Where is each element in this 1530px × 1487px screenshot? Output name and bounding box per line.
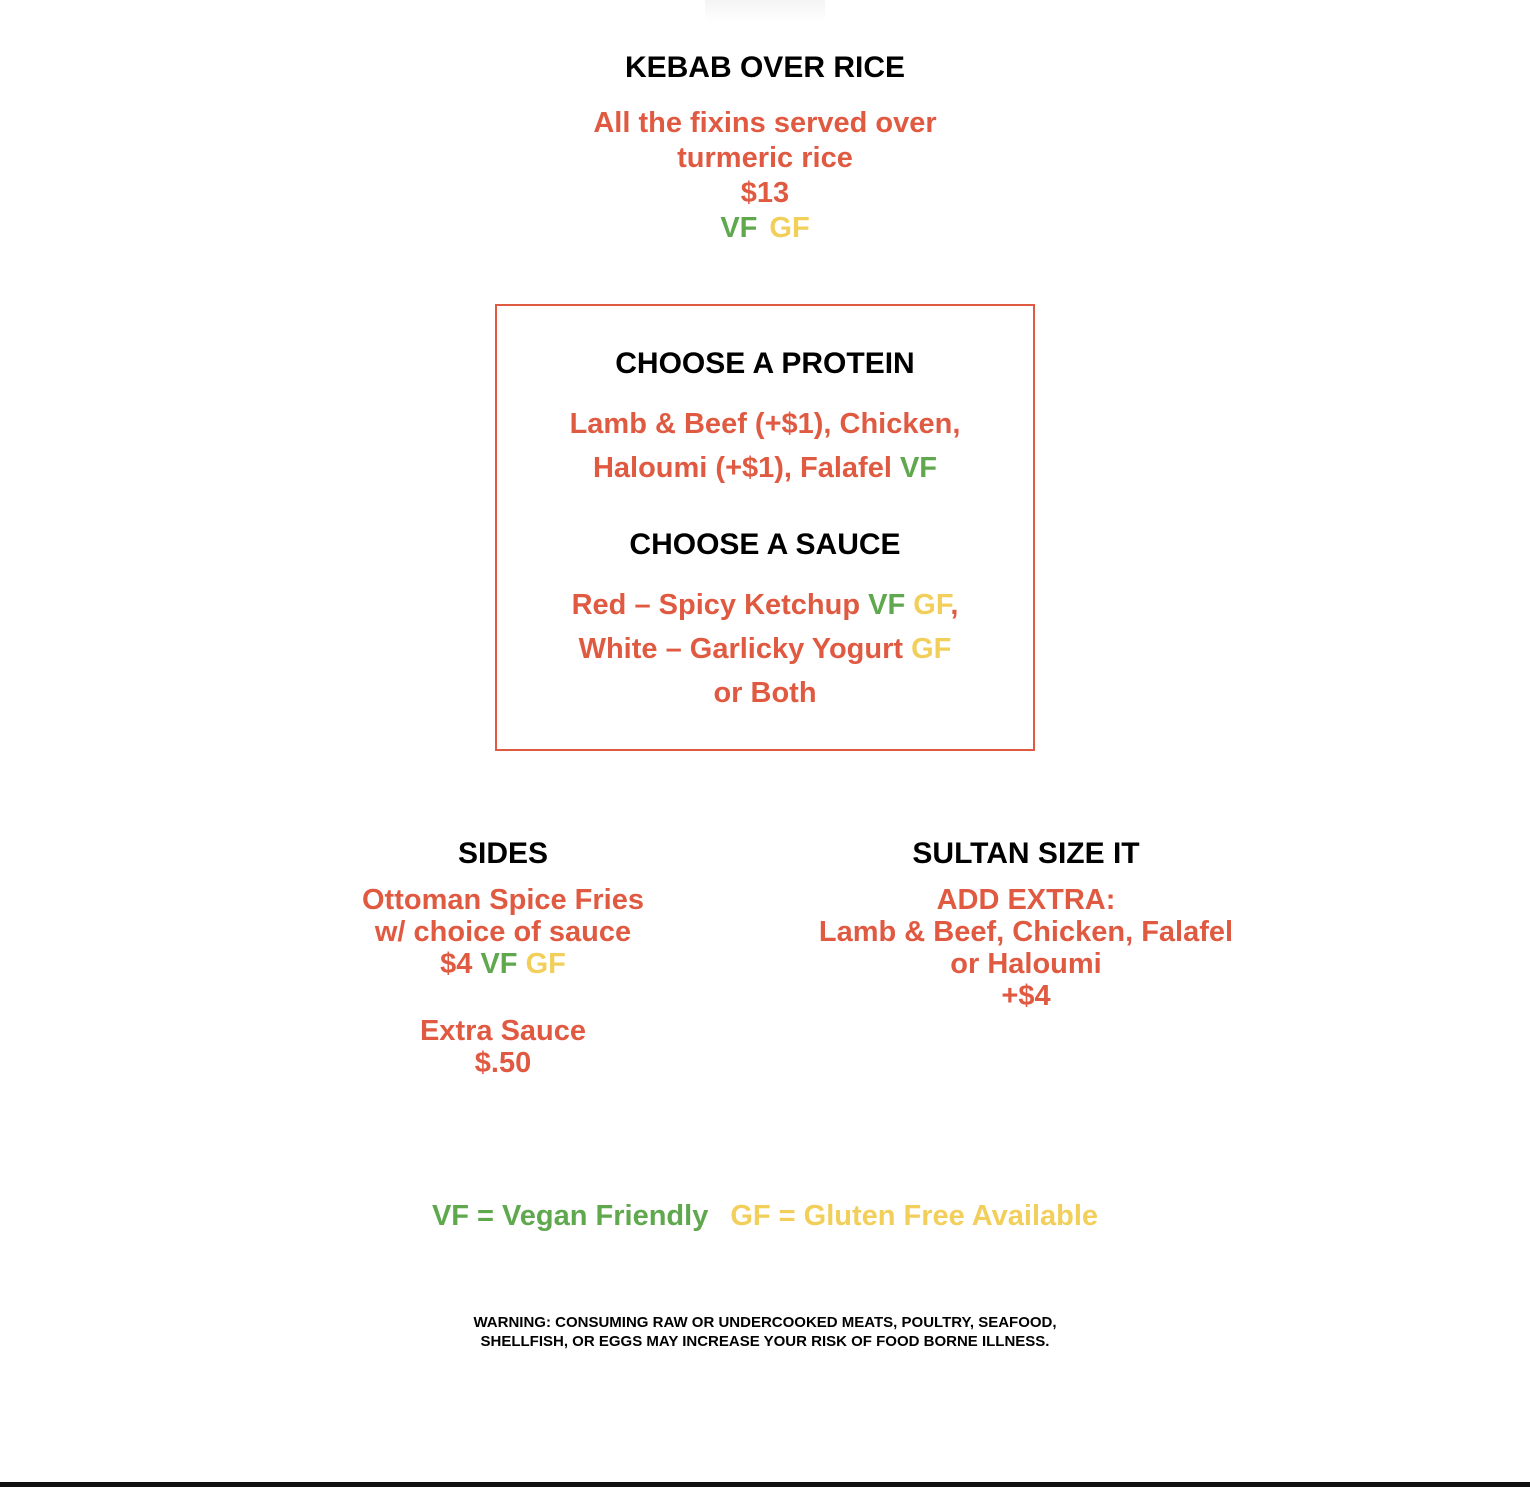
sides-item-2-line-1: Extra Sauce	[419, 1015, 587, 1047]
sultan-heading: SULTAN SIZE IT	[912, 837, 1140, 870]
sides-item-1-price: $4 VF GF	[440, 948, 566, 980]
sauce-heading: CHOOSE A SAUCE	[629, 528, 901, 561]
item-description	[0, 106, 1530, 246]
warning-line-1: WARNING: CONSUMING RAW OR UNDERCOOKED MEATS, POULTRY, SEAFOOD,	[473, 1314, 1057, 1331]
gluten-free-tag: GF	[911, 633, 952, 665]
sauce-line-2: White – Garlicky Yogurt GF	[578, 633, 952, 665]
vegan-friendly-tag: VF	[720, 212, 758, 244]
vegan-friendly-tag: VF	[899, 452, 938, 484]
gluten-free-tag: GF	[913, 589, 951, 621]
sauce-options	[497, 583, 1033, 715]
sauce-line-1: Red – Spicy Ketchup VF GF,	[571, 589, 959, 621]
sauce-line-3: or Both	[713, 677, 817, 709]
food-safety-warning	[0, 1313, 1530, 1351]
item-title: KEBAB OVER RICE	[624, 51, 906, 84]
bottom-divider	[0, 1482, 1530, 1487]
sides-list	[258, 884, 748, 1079]
vegan-friendly-tag: VF	[868, 589, 906, 621]
dietary-tags	[0, 211, 1530, 246]
protein-heading: CHOOSE A PROTEIN	[615, 347, 915, 380]
sultan-line-1: ADD EXTRA:	[936, 884, 1116, 916]
warning-line-2: SHELLFISH, OR EGGS MAY INCREASE YOUR RISK OF FOOD BORNE ILLNESS.	[480, 1333, 1050, 1350]
description-line-1: All the fixins served over	[593, 107, 937, 139]
protein-options	[497, 402, 1033, 490]
dietary-legend	[0, 1198, 1530, 1234]
legend-gluten-free: GF = Gluten Free Available	[730, 1200, 1099, 1232]
protein-line-1: Lamb & Beef (+$1), Chicken,	[569, 408, 961, 440]
options-box	[495, 304, 1035, 751]
gluten-free-tag: GF	[525, 948, 566, 980]
sides-item-2-price: $.50	[474, 1047, 532, 1079]
vegan-friendly-tag: VF	[480, 948, 518, 980]
description-line-2: turmeric rice	[677, 142, 853, 174]
legend-vegan-friendly: VF = Vegan Friendly	[431, 1200, 709, 1232]
sultan-line-2: Lamb & Beef, Chicken, Falafel	[818, 916, 1234, 948]
sultan-line-3: or Haloumi	[950, 948, 1102, 980]
sides-item-1-line-1: Ottoman Spice Fries	[361, 884, 644, 916]
sultan-details	[776, 884, 1276, 1012]
item-price: $13	[740, 177, 790, 209]
top-edge-shadow	[705, 0, 825, 22]
sides-heading: SIDES	[457, 837, 549, 870]
protein-line-2: Haloumi (+$1), Falafel VF	[592, 452, 938, 484]
sides-item-1-line-2: w/ choice of sauce	[374, 916, 632, 948]
sultan-price: +$4	[1001, 980, 1051, 1012]
gluten-free-tag: GF	[769, 212, 810, 244]
